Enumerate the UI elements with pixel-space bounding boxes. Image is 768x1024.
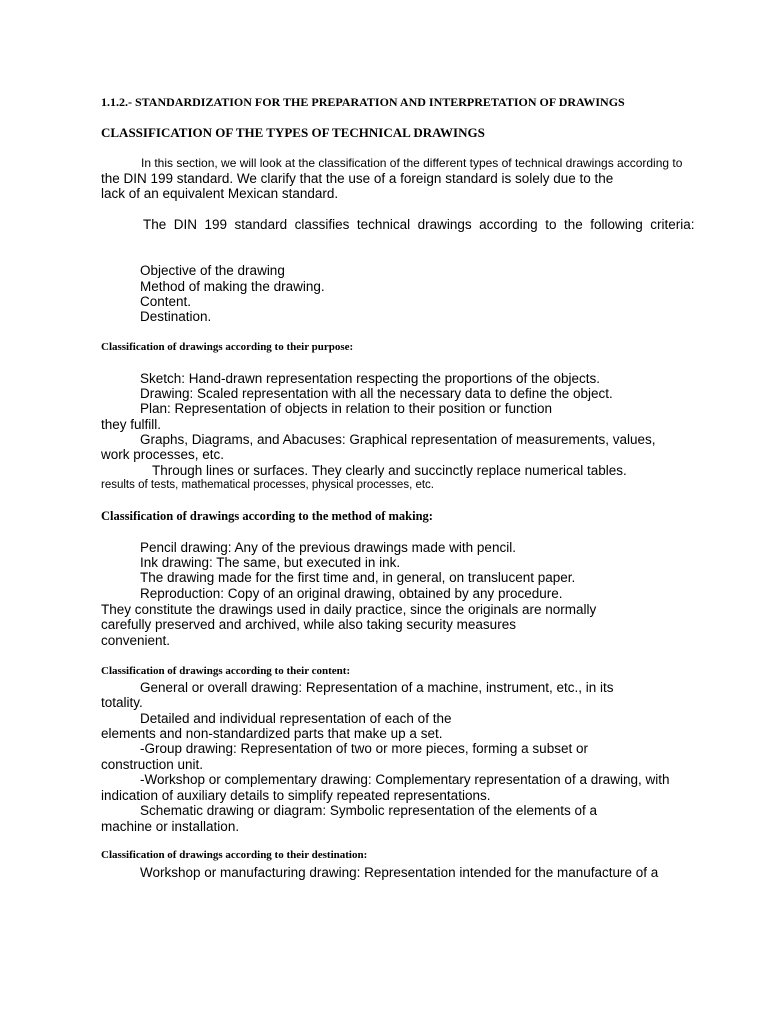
purpose-line: Drawing: Scaled representation with all the necessary data to define the object. [140,386,613,401]
content-heading: Classification of drawings according to their content: [101,665,351,677]
intro-line-3: lack of an equivalent Mexican standard. [101,186,339,201]
criteria-item: Content. [140,294,192,309]
content-line: indication of auxiliary details to simplify repeated representations. [101,788,491,803]
destination-line: Workshop or manufacturing drawing: Representation intended for the manufacture of a [140,865,659,880]
purpose-line: Sketch: Hand-drawn representation respecting the proportions of the objects. [140,371,601,386]
intro-line-2: the DIN 199 standard. We clarify that the use of a foreign standard is solely due to the [101,171,614,186]
method-line: convenient. [101,633,171,648]
method-line: Pencil drawing: Any of the previous drawings made with pencil. [140,540,516,555]
criteria-item: Objective of the drawing [140,263,285,278]
criteria-item: Method of making the drawing. [140,279,325,294]
criteria-item: Destination. [140,309,212,324]
content-line: -Workshop or complementary drawing: Complementary representation of a drawing, with [140,772,670,787]
content-line: elements and non-standardized parts that make up a set. [101,726,443,741]
method-line: The drawing made for the first time and, in general, on translucent paper. [140,570,576,585]
intro-line-1: In this section, we will look at the classification of the different types of technical drawings according to [141,156,683,170]
content-line: Detailed and individual representation of each of the [140,711,452,726]
purpose-line: they fulfill. [101,417,162,432]
section-subheading: CLASSIFICATION OF THE TYPES OF TECHNICAL DRAWINGS [101,125,485,140]
method-line: They constitute the drawings used in daily practice, since the originals are normally [101,602,597,617]
destination-heading: Classification of drawings according to their destination: [101,849,368,861]
content-line: General or overall drawing: Representation of a machine, instrument, etc., in its [140,680,614,695]
content-line: machine or installation. [101,819,240,834]
content-line: construction unit. [101,757,204,772]
purpose-line: work processes, etc. [101,447,225,462]
content-line: Schematic drawing or diagram: Symbolic representation of the elements of a [140,803,597,818]
purpose-line: Plan: Representation of objects in relation to their position or function [140,401,552,416]
method-line: Reproduction: Copy of an original drawing, obtained by any procedure. [140,586,563,601]
method-line: carefully preserved and archived, while also taking security measures [101,617,516,632]
criteria-lead: The DIN 199 standard classifies technical drawings according to the following criteria: [143,217,695,232]
content-line: totality. [101,695,143,710]
purpose-line: results of tests, mathematical processes, physical processes, etc. [101,479,434,491]
purpose-line: Through lines or surfaces. They clearly and succinctly replace numerical tables. [152,463,627,478]
section-heading: 1.1.2.- STANDARDIZATION FOR THE PREPARATION AND INTERPRETATION OF DRAWINGS [101,95,625,109]
method-heading: Classification of drawings according to the method of making: [101,509,433,523]
purpose-heading: Classification of drawings according to their purpose: [101,341,354,353]
purpose-line: Graphs, Diagrams, and Abacuses: Graphical representation of measurements, values, [140,432,656,447]
content-line: -Group drawing: Representation of two or more pieces, forming a subset or [140,741,588,756]
method-line: Ink drawing: The same, but executed in ink. [140,555,401,570]
